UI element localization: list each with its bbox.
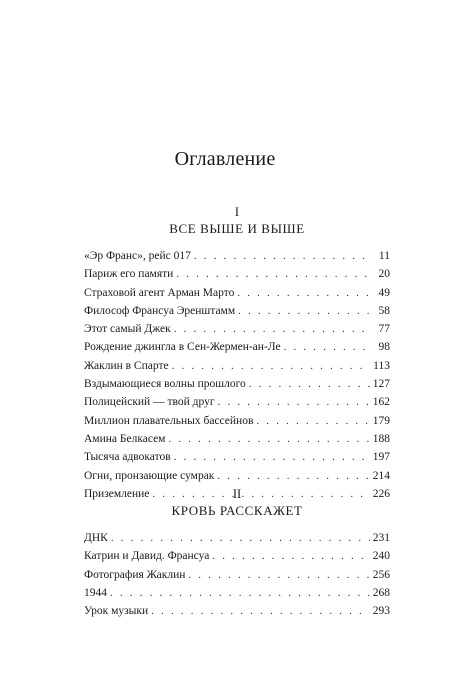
toc-entry-page-number: 20 — [378, 268, 390, 281]
dot-leader — [284, 341, 371, 353]
toc-entry-page-number: 188 — [372, 432, 390, 445]
toc-entry-page-number: 98 — [378, 341, 390, 354]
dot-leader — [212, 550, 369, 562]
toc-entry-title: Огни, пронзающие сумрак — [84, 469, 215, 482]
toc-entry-page-number: 240 — [372, 550, 390, 563]
page-title: Оглавление — [174, 148, 276, 170]
part-title: КРОВЬ РАССКАЖЕТ — [171, 503, 303, 518]
dot-leader — [256, 415, 369, 427]
dot-leader — [188, 569, 369, 581]
part-number: II — [232, 487, 242, 501]
dot-leader — [168, 433, 369, 445]
toc-entry-title: Вздымающиеся волны прошлого — [84, 378, 246, 391]
toc-entry-title: Катрин и Давид. Франсуа — [84, 550, 210, 563]
toc-entry-page-number: 49 — [378, 286, 390, 299]
toc-entry-page-number: 197 — [372, 451, 390, 464]
toc-entry-page-number: 231 — [372, 532, 390, 544]
toc-entry-page-number: 113 — [373, 359, 390, 372]
toc-entry-page-number: 11 — [378, 250, 390, 262]
toc-entry — [84, 550, 390, 568]
toc-entry — [84, 532, 390, 550]
toc-entry-title: 1944 — [84, 586, 107, 599]
dot-leader — [111, 532, 370, 544]
dot-leader — [174, 323, 371, 335]
dot-leader — [218, 396, 370, 408]
toc-entry-page-number: 162 — [372, 396, 390, 409]
toc-entry-page-number: 268 — [372, 586, 390, 599]
toc-entry-page-number: 127 — [372, 378, 390, 391]
toc-entry-title: Страховой агент Арман Марто — [84, 286, 235, 299]
toc-list — [84, 532, 390, 623]
part-section — [84, 205, 390, 506]
toc-entry — [84, 360, 390, 378]
toc-entry-title: Миллион плавательных бассейнов — [84, 414, 254, 427]
dot-leader — [217, 470, 369, 482]
toc-entry-title: «Эр Франс», рейс 017 — [84, 250, 191, 262]
toc-entry-title: ДНК — [84, 532, 108, 544]
toc-entry — [84, 470, 390, 488]
toc-entry-title: Тысяча адвокатов — [84, 451, 171, 464]
dot-leader — [238, 305, 371, 317]
dot-leader — [194, 250, 371, 262]
toc-entry-page-number: 179 — [372, 414, 390, 427]
toc-entry — [84, 451, 390, 469]
toc-entry — [84, 323, 390, 341]
dot-leader — [176, 268, 371, 280]
toc-entry — [84, 433, 390, 451]
toc-entry-title: Фотография Жаклин — [84, 568, 186, 581]
dot-leader — [174, 451, 370, 463]
toc-entry-title: Урок музыки — [84, 605, 149, 618]
toc-entry-page-number: 293 — [372, 605, 390, 618]
toc-entry-page-number: 256 — [372, 568, 390, 581]
toc-entry-title: Этот самый Джек — [84, 323, 171, 336]
dot-leader — [110, 587, 370, 599]
toc-entry — [84, 569, 390, 587]
part-number: I — [234, 205, 240, 219]
toc-entry-title: Париж его памяти — [84, 268, 174, 281]
toc-entry — [84, 268, 390, 286]
toc-entry — [84, 605, 390, 623]
toc-entry-page-number: 214 — [372, 469, 390, 482]
toc-entry — [84, 396, 390, 414]
toc-entry-page-number: 226 — [372, 487, 390, 500]
toc-entry — [84, 287, 390, 305]
toc-entry-title: Приземление — [84, 487, 150, 500]
toc-entry — [84, 341, 390, 359]
toc-entry — [84, 587, 390, 605]
dot-leader — [172, 360, 371, 372]
toc-entry-title: Амина Белкасем — [84, 432, 166, 445]
toc-entry-title: Полицейский — твой друг — [84, 396, 215, 409]
toc-entry — [84, 250, 390, 268]
part-section — [84, 487, 390, 623]
toc-entry-title: Жаклин в Спарте — [84, 359, 169, 372]
toc-entry-title: Философ Франсуа Эренштамм — [84, 304, 236, 317]
dot-leader — [249, 378, 370, 390]
toc-entry — [84, 378, 390, 396]
toc-entry — [84, 415, 390, 433]
toc-entry-page-number: 77 — [378, 323, 390, 336]
toc-entry — [84, 305, 390, 323]
toc-entry-title: Рождение джингла в Сен-Жермен-ан-Ле — [84, 341, 281, 354]
toc-entry-page-number: 58 — [378, 304, 390, 317]
part-title: ВСЕ ВЫШЕ И ВЫШЕ — [169, 221, 305, 236]
dot-leader — [237, 287, 371, 299]
toc-list — [84, 250, 390, 506]
dot-leader — [151, 605, 370, 617]
